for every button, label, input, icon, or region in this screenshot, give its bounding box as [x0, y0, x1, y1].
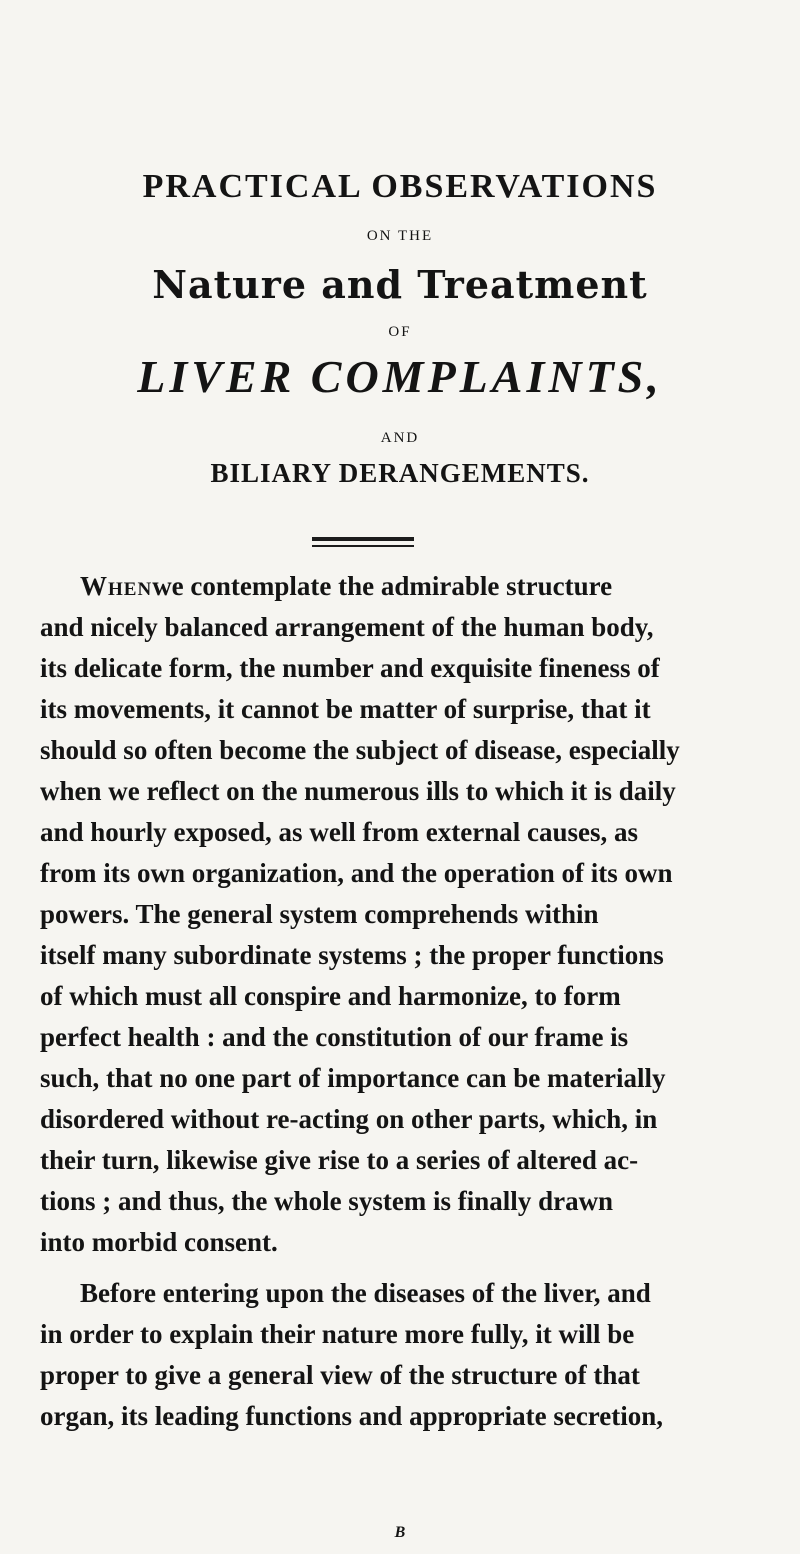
body-line: perfect health : and the constitution of our frame is — [40, 1022, 629, 1052]
body-line: its movements, it cannot be matter of surprise, that it — [40, 694, 651, 724]
rule-thick-line — [312, 537, 414, 541]
drop-lead-word: When — [80, 571, 153, 601]
body-line: its delicate form, the number and exquisite fineness of — [40, 653, 660, 683]
body-line: in order to explain their nature more fully, it will be — [40, 1319, 635, 1349]
body-line: powers. The general system comprehends within — [40, 899, 599, 929]
body-line: proper to give a general view of the structure of that — [40, 1360, 640, 1390]
body-line: into morbid consent. — [40, 1227, 278, 1257]
body-line — [0, 566, 612, 607]
body-line: and hourly exposed, as well from external causes, as — [40, 817, 638, 847]
body-line: and nicely balanced arrangement of the human body, — [40, 612, 654, 642]
body-line: should so often become the subject of disease, especially — [40, 735, 680, 765]
body-line: tions ; and thus, the whole system is finally drawn — [40, 1186, 614, 1216]
body-line-text: we contemplate the admirable structure — [152, 571, 613, 601]
body-line: such, that no one part of importance can be materially — [40, 1063, 666, 1093]
body-line: disordered without re-acting on other parts, which, in — [40, 1104, 658, 1134]
title-of: OF — [388, 324, 412, 340]
body-line: of which must all conspire and harmonize, to form — [40, 981, 621, 1011]
body-line: itself many subordinate systems ; the proper functions — [40, 940, 664, 970]
signature-mark: B — [394, 1524, 406, 1541]
title-subject: LIVER COMPLAINTS, — [137, 351, 663, 402]
body-line: when we reflect on the numerous ills to which it is daily — [40, 776, 676, 806]
title-on-the: ON THE — [366, 228, 434, 244]
decorative-double-rule — [312, 537, 414, 549]
body-line: from its own organization, and the operation of its own — [40, 858, 673, 888]
body-line: organ, its leading functions and appropriate secretion, — [40, 1401, 664, 1431]
title-and: AND — [380, 430, 420, 446]
body-line: their turn, likewise give rise to a series of altered ac- — [40, 1145, 639, 1175]
body-line: Before entering upon the diseases of the liver, and — [80, 1278, 651, 1308]
title-nature-treatment: Nature and Treatment — [152, 262, 648, 307]
page-title: PRACTICAL OBSERVATIONS — [142, 168, 658, 205]
rule-thin-line — [312, 545, 414, 547]
title-subtitle: BILIARY DERANGEMENTS. — [210, 458, 590, 488]
